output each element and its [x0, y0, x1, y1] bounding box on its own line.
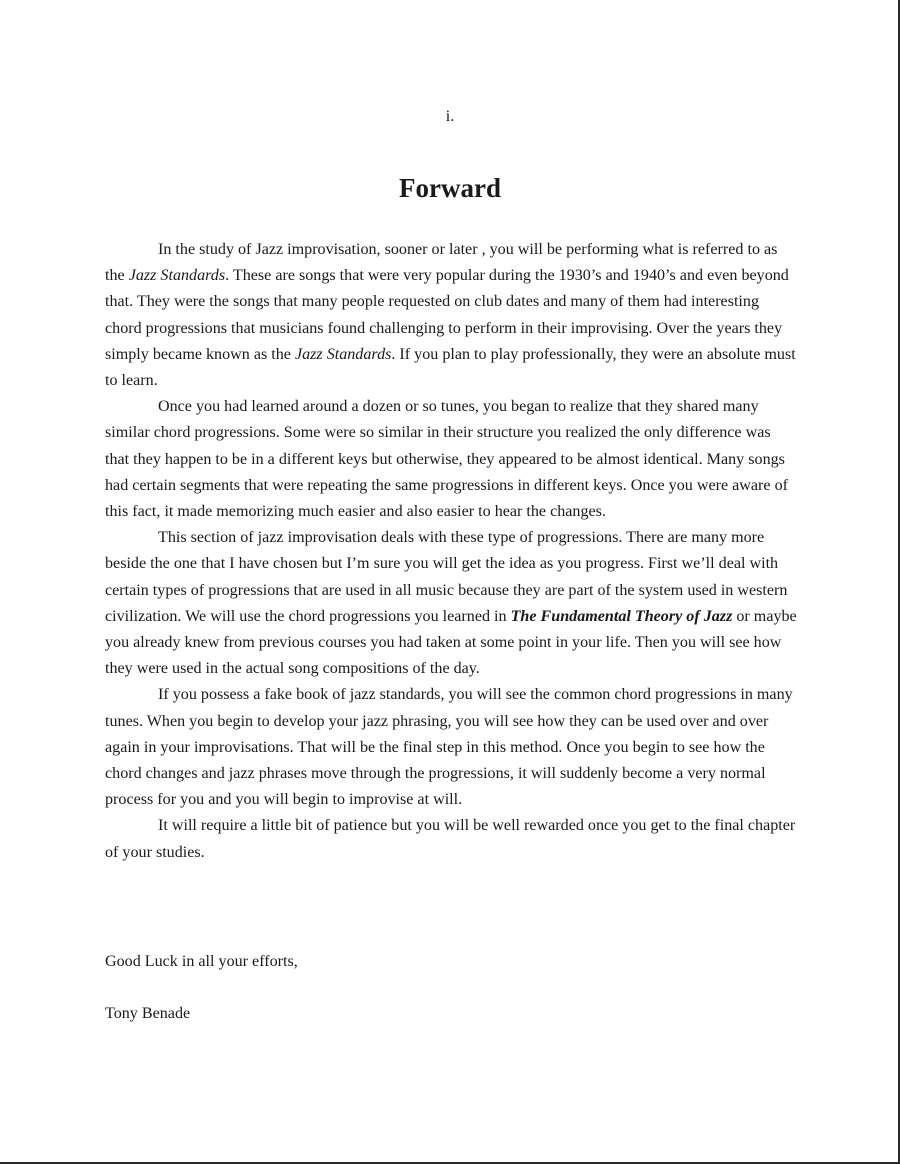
page-number: i. [445, 108, 455, 125]
paragraph-3-text-a: This section of jazz improvisation deals with these type of progressions. There are many more beside the one that I have chosen but I’m sure you will get the idea as you progress. First we’ll deal with certain types of progressions that are used in all music because they are part of the system used in western civilization. We will use the chord progressions you learned in [105, 529, 788, 625]
body-text [105, 237, 797, 866]
paragraph-1-text-a: In the study of Jazz improvisation, sooner or later , you will be performing what is referred to as the [105, 241, 778, 285]
paragraph-2: Once you had learned around a dozen or so tunes, you began to realize that they shared many similar chord progressions. Some were so similar in their structure you realized the only difference was that they happen to be in a different keys but otherwise, they appeared to be almost identical. Many songs had certain segments that were repeating the same progressions in different keys. Once you were aware of this fact, it made memorizing much easier and also easier to hear the changes. [105, 398, 788, 521]
jazz-standards-italic-1: Jazz Standards [128, 267, 226, 285]
paragraph-1-text-b: . These are songs that were very popular during the 1930’s and 1940’s and even beyond that. They were the songs that many people requested on club dates and many of them had interesting chord progressions that musicians found challenging to perform in their improvising. Over the years they simply became known as the [105, 267, 789, 363]
paragraph-1-text-c: . If you plan to play professionally, they were an absolute must to learn. [105, 345, 796, 390]
page-title: Forward [399, 173, 501, 203]
paragraph-3-text-b: or maybe you already knew from previous courses you had taken at some point in your life. Then you will see how they were used in the actual song compositions of the day. [105, 607, 797, 678]
closing-line: Good Luck in all your efforts, [105, 953, 298, 970]
jazz-standards-italic-2: Jazz Standards [294, 345, 392, 363]
paragraph-5: It will require a little bit of patience but you will be well rewarded once you get to the final chapter of your studies. [105, 817, 796, 861]
paragraph-1 [105, 237, 797, 394]
author-signature: Tony Benade [105, 1005, 191, 1022]
book-title-bold-italic: The Fundamental Theory of Jazz [510, 607, 733, 625]
paragraph-3 [105, 525, 797, 682]
paragraph-4: If you possess a fake book of jazz standards, you will see the common chord progressions in many tunes. When you begin to develop your jazz phrasing, you will see how they can be used over and over again in your improvisations. That will be the final step in this method. Once you begin to see how the chord changes and jazz phrases move through the progressions, it will suddenly become a very normal process for you and you will begin to improvise at will. [105, 686, 793, 809]
